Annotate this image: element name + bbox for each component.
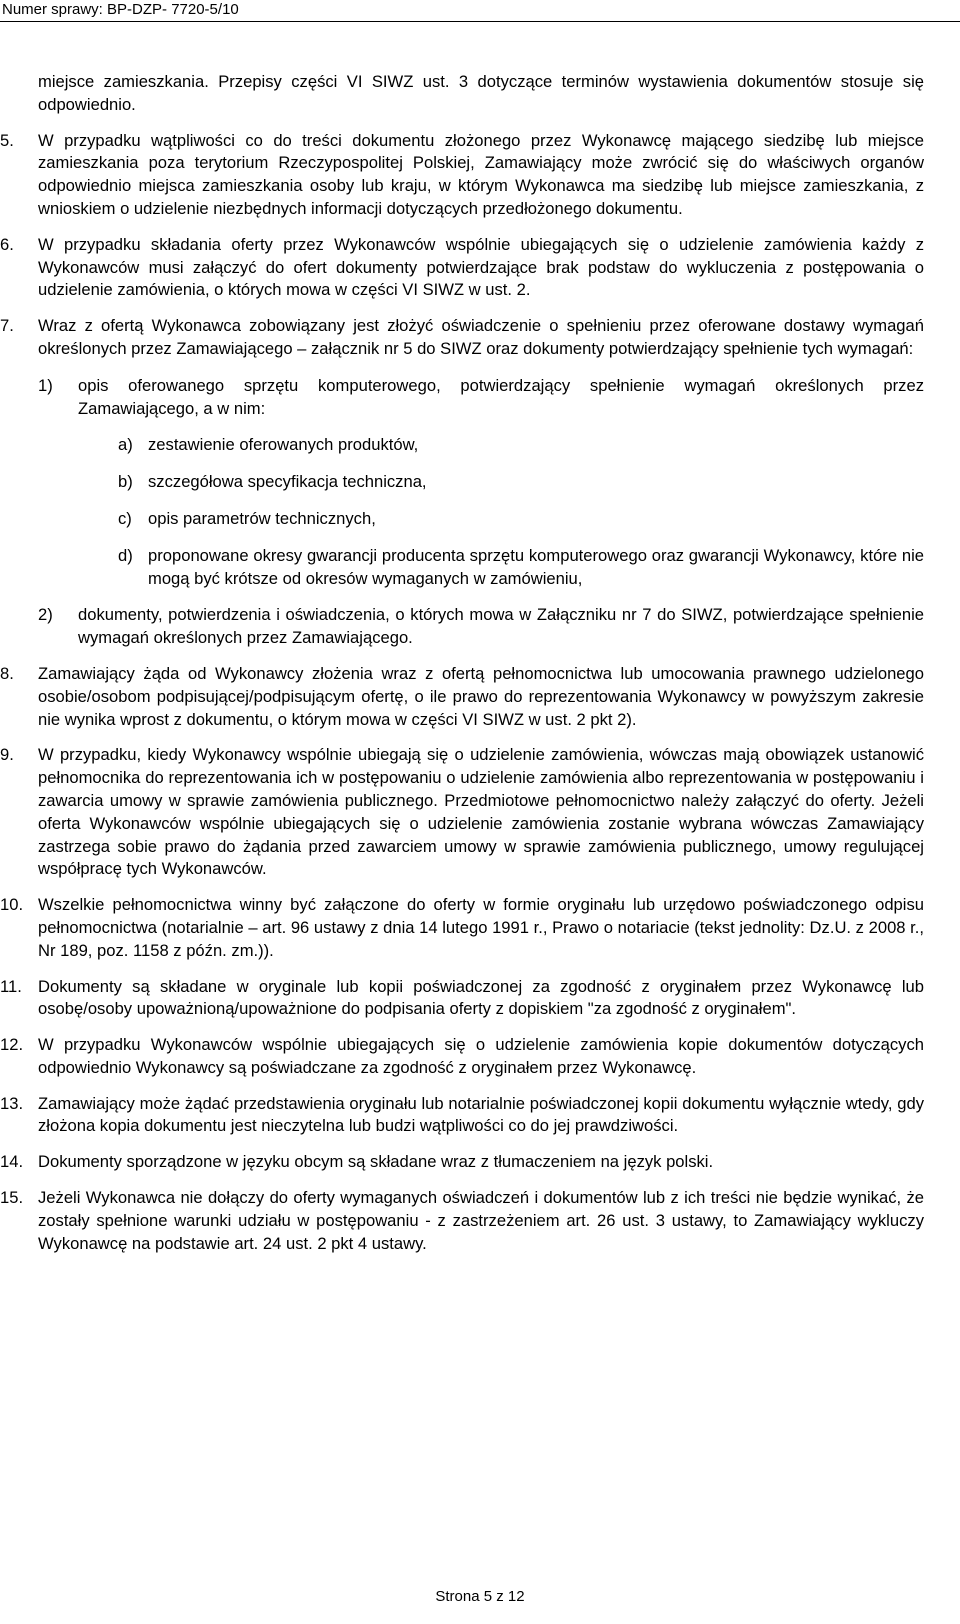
sub-item-text: opis oferowanego sprzętu komputerowego, potwierdzający spełnienie wymagań określonych przez Zamawiającego, a w nim: [78,375,924,418]
letter-item-text: proponowane okresy gwarancji producenta sprzętu komputerowego oraz gwarancji Wykonawcy, które nie mogą być krótsze od okresów wymaganych w zamówieniu, [148,545,924,588]
item-text: Wszelkie pełnomocnictwa winny być załączone do oferty w formie oryginału lub urzędowo poświadczonego odpisu pełnomocnictwa (notarialnie – art. 96 ustawy z dnia 14 lutego 1991 r., Prawo o notariacie (tekst jednolity: Dz.U. z 2008 r., Nr 189, poz. 1158 z późn. zm.)). [38,895,924,960]
list-item-11 [0,976,924,1022]
sub-item-2 [38,604,924,650]
letter-item-text: zestawienie oferowanych produktów, [148,435,419,455]
letter-item-c [118,508,924,531]
intro-paragraph: miejsce zamieszkania. Przepisy części VI SIWZ ust. 3 dotyczące terminów wystawienia dokumentów stosuje się odpowiednio. [38,72,924,114]
item-number: 8. [0,663,14,683]
list-item-5 [0,130,924,221]
letter-item-number: a) [118,435,133,455]
item-text: Wraz z ofertą Wykonawca zobowiązany jest złożyć oświadczenie o spełnieniu przez oferowane dostawy wymagań określonych przez Zamawiającego – załącznik nr 5 do SIWZ oraz dokumenty potwierdzający spełnienie tych wymagań: [38,316,924,358]
list-item-7 [0,315,924,650]
item-number: 12. [0,1035,24,1055]
page-number: Strona 5 z 12 [435,1588,525,1605]
letter-item-number: c) [118,508,132,528]
letter-item-text: opis parametrów technicznych, [148,508,376,528]
item-text: Zamawiający żąda od Wykonawcy złożenia wraz z ofertą pełnomocnictwa lub umocowania prawnego udzielonego osobie/osobom podpisującej/podpisującym ofertę, o ile prawo do reprezentowania Wykonawcy w powyższym zakresie nie wynika wprost z dokumentu, o którym mowa w części VI SIWZ w ust. 2 pkt 2). [38,663,924,729]
list-item-13 [0,1093,924,1139]
letter-item-d [118,545,924,591]
sub-item-text: dokumenty, potwierdzenia i oświadczenia, o których mowa w Załączniku nr 7 do SIWZ, potwierdzające spełnienie wymagań określonych przez Zamawiającego. [78,605,924,648]
letter-item-a [118,434,924,457]
item-number: 13. [0,1093,24,1113]
item-text: Dokumenty sporządzone w języku obcym są składane wraz z tłumaczeniem na język polski. [38,1152,714,1172]
list-item-15 [0,1187,924,1255]
letter-item-number: b) [118,472,133,492]
item-number: 7. [0,316,14,336]
item-number: 9. [0,745,14,765]
list-item-8 [0,663,924,731]
item-number: 10. [0,895,24,915]
item-text: Dokumenty są składane w oryginale lub kopii poświadczonej za zgodność z oryginałem przez Wykonawcę lub osobę/osoby upoważnioną/upoważnione do podpisania oferty z dopiskiem "za zgodność z oryginałem". [38,976,924,1019]
item-text: W przypadku, kiedy Wykonawcy wspólnie ubiegają się o udzielenie zamówienia, wówczas mają obowiązek ustanowić pełnomocnika do reprezentowania ich w postępowaniu o udzielenie zamówienia albo reprezentowania w postępowaniu i zawarcia umowy w sprawie zamówienia publicznego. Przedmiotowe pełnomocnictwo należy załączyć do oferty. Jeżeli oferta Wykonawców wspólnie ubiegających się o udzielenie zamówienia zostanie wybrana wówczas Zamawiający zastrzega sobie prawo do żądania przed zawarciem umowy w sprawie zamówienia publicznego, umowy regulującej współpracę tych Wykonawców. [38,745,924,879]
sub-item-number: 2) [38,605,53,625]
item-number: 5. [0,130,14,150]
item-number: 14. [0,1152,24,1172]
item-text: W przypadku wątpliwości co do treści dokumentu złożonego przez Wykonawcę mającego siedzibę lub miejsce zamieszkania poza terytorium Rzeczypospolitej Polskiej, Zamawiający może zwrócić się do właściwych organów odpowiednio miejsca zamieszkania osoby lub kraju, w którym Wykonawca ma siedzibę lub miejsce zamieszkania, z wnioskiem o udzielenie niezbędnych informacji dotyczących przedłożonego dokumentu. [38,130,924,218]
sub-item-1 [38,375,924,591]
item-text: Zamawiający może żądać przedstawienia oryginału lub notarialnie poświadczonej kopii dokumentu wyłącznie wtedy, gdy złożona kopia dokumentu jest nieczytelna lub budzi wątpliwości co do jej prawdziwości. [38,1093,924,1136]
list-item-6 [0,234,924,302]
item-number: 15. [0,1188,24,1208]
letter-item-b [118,471,924,494]
list-item-9 [0,744,924,881]
item-text: W przypadku składania oferty przez Wykonawców wspólnie ubiegających się o udzielenie zamówienia każdy z Wykonawców musi załączyć do ofert dokumenty potwierdzające brak podstaw do wykluczenia z postępowania o udzielenie zamówienia, o których mowa w części VI SIWZ w ust. 2. [38,234,924,300]
list-item-14 [0,1151,924,1174]
item-number: 6. [0,234,14,254]
item-text: Jeżeli Wykonawca nie dołączy do oferty wymaganych oświadczeń i dokumentów lub z ich treści nie będzie wynikać, że zostały spełnione warunki udziału w postępowaniu - z zastrzeżeniem art. 26 ust. 3 ustawy, to Zamawiający wykluczy Wykonawcę na podstawie art. 24 ust. 2 pkt 4 ustawy. [38,1188,924,1253]
list-item-12 [0,1034,924,1080]
case-number: Numer sprawy: BP-DZP- 7720-5/10 [2,1,239,18]
sub-item-number: 1) [38,375,53,395]
header-divider [0,21,960,22]
item-number: 11. [0,976,22,996]
letter-item-text: szczegółowa specyfikacja techniczna, [148,472,427,492]
document-body [0,71,924,1255]
item-text: W przypadku Wykonawców wspólnie ubiegających się o udzielenie zamówienia kopie dokumentów dotyczących odpowiednio Wykonawcy są poświadczane za zgodność z oryginałem przez Wykonawcę. [38,1035,924,1077]
letter-item-number: d) [118,545,133,565]
list-item-10 [0,894,924,962]
